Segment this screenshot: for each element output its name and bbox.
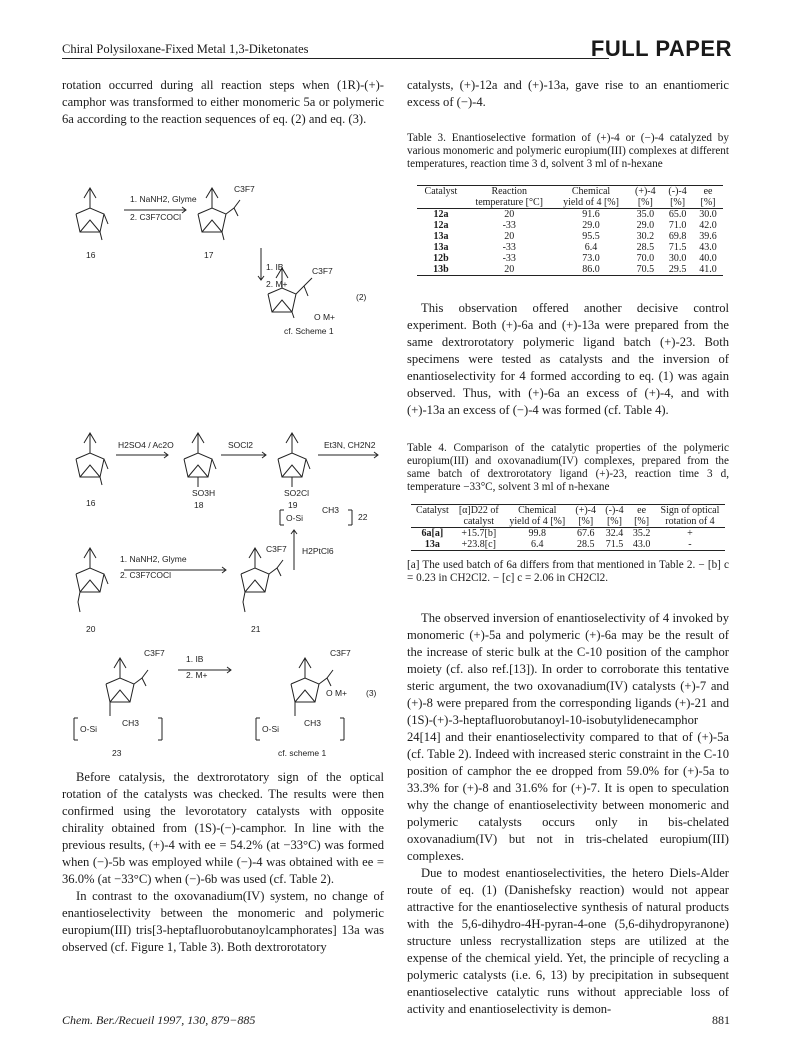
table-row [417, 242, 723, 253]
left-intro [62, 77, 384, 128]
table-cell: 35.2 [632, 528, 651, 539]
table-cell: 12a [433, 209, 449, 220]
table-cell: 99.8 [528, 528, 547, 539]
table-cell: 65.0 [668, 209, 687, 220]
reagent-h2so4: H2SO4 / Ac2O [118, 440, 174, 450]
table-cell: 71.5 [668, 242, 687, 253]
t4-header-2-6: rotation of 4 [655, 516, 725, 528]
so2cl: SO2Cl [284, 488, 310, 498]
table3 [417, 185, 723, 276]
t3-header-1-3: (+)-4 [629, 186, 663, 198]
c3f7-17: C3F7 [234, 184, 255, 194]
table-cell: 13a [411, 539, 454, 551]
om-eq2: O M+ [314, 312, 336, 322]
right-intro [407, 77, 729, 111]
reagent-et3n: Et3N, CH2N2 [324, 440, 376, 450]
c3f7-eq2: C3F7 [312, 266, 333, 276]
label-16: 16 [86, 250, 96, 260]
table-cell: 28.5 [571, 539, 601, 551]
t3-header-2-4: [%] [662, 197, 693, 209]
om-product: O M+ [326, 688, 348, 698]
scheme-svg [56, 170, 386, 760]
table-row [417, 209, 723, 221]
t3-header-2-2: yield of 4 [%] [554, 197, 629, 209]
eq3-number: (3) [366, 688, 377, 698]
camphor-16 [76, 188, 108, 240]
right-paragraph-2: The observed inversion of enantioselectivity of 4 invoked by monomeric (+)-5a and polymeric (+)-6a may be the result of the increase of steric bulk at the C-10 position of the camphor moiety (cf. also ref.[13]). In order to corroborate this tentative steric argument, the two oxovanadium(IV) catalysts (+)-7 and (+)-8 were prepared from the corresponding ligands (+)-21 and (1S)-(+)-3-heptafluorobutanoyl-10-isobutylidenecamphor 24[14] and their enantioselectivity compared to that of (+)-5a (cf. Table 2). Indeed with increased steric constraint in the C-10 position of camphor the ee dropped from 59.0% for (+)-5a to 33.3% for (+)-8 and 31.6% for (+)-7. It is open to speculation why the change of enantioselectivity between monomeric and polymeric catalysts occurs only in bis-chelated oxovanadium(IV) but not in tris-chelated europium(III) complexes. [407, 611, 729, 863]
table-row [417, 253, 723, 264]
table-cell: -33 [502, 242, 516, 253]
t3-header-1-1: Reaction [465, 186, 554, 198]
reagent-m: 2. M+ [266, 279, 288, 289]
table-cell: 70.0 [636, 253, 655, 264]
section-label: FULL PAPER [590, 36, 732, 61]
reagent-1b: 1. NaNH2, Glyme [120, 554, 187, 564]
table-cell: 70.5 [629, 264, 663, 276]
reagent-m2: 2. M+ [186, 670, 208, 680]
right-body-1 [407, 300, 729, 419]
t4-header-1-5: ee [628, 505, 655, 517]
t4-header-2-4: [%] [601, 516, 629, 528]
table-cell: 39.6 [699, 231, 717, 242]
table3-header-row-2 [417, 197, 723, 209]
table-row [417, 220, 723, 231]
journal-citation: Chem. Ber./Recueil 1997, 130, 879−885 [62, 1013, 256, 1027]
si-product: O-Si [262, 724, 279, 734]
table-cell: 20 [465, 264, 554, 276]
t3-header-1-5: ee [693, 186, 723, 198]
table-cell: 13a [433, 242, 449, 253]
t4-header-2-3: [%] [571, 516, 601, 528]
h2ptcl6: H2PtCl6 [302, 546, 334, 556]
camphor-23 [106, 658, 148, 716]
t4-header-2-0 [411, 516, 454, 528]
table-cell: 12a [433, 220, 449, 231]
table-cell: 35.0 [636, 209, 655, 220]
t3-header-1-2: Chemical [554, 186, 629, 198]
t4-header-1-6: Sign of optical [655, 505, 725, 517]
table-cell: +15.7[b] [461, 528, 497, 539]
table-cell: 29.5 [662, 264, 693, 276]
table-row [417, 264, 723, 276]
table-cell: +23.8[c] [454, 539, 504, 551]
table-cell: -33 [502, 253, 516, 264]
polymer-product [291, 658, 333, 716]
table-cell: 28.5 [636, 242, 655, 253]
t4-header-2-2: yield of 4 [%] [504, 516, 571, 528]
ch3-22: CH3 [322, 505, 340, 515]
camphor-21 [241, 548, 283, 612]
reagent-2b: 2. C3F7COCl [120, 570, 172, 580]
table-row [411, 539, 725, 551]
table-cell: 32.4 [605, 528, 624, 539]
cf-scheme-2: cf. scheme 1 [278, 748, 327, 758]
header-rule [62, 58, 609, 59]
table-cell: 29.0 [636, 220, 655, 231]
camphor-16b [76, 433, 108, 485]
table-cell: + [687, 528, 693, 539]
table-cell: 41.0 [693, 264, 723, 276]
table-cell: 13b [417, 264, 465, 276]
label-17: 17 [204, 250, 214, 260]
label-23: 23 [112, 748, 122, 758]
si-chain: O-Si [286, 513, 303, 523]
c3f7-21: C3F7 [266, 544, 287, 554]
t4-header-1-1: [α]D22 of [454, 505, 504, 517]
right-paragraph-3: Due to modest enantioselectivities, the hetero Diels-Alder route of eq. (1) (Danishefsky reaction) would not appear attractive for the enantioselective synthesis of natural products with the 5,6-dihydro-4H-pyran-4-one (5,6-dihydropyranone) structure unless recrystallization steps are utilized at the expense of the chemical yield. Yet, the principle of recycling a polymeric catalysts (i.e. 6, 13) by precipitation in subsequent enantioselective catalytic runs without appreciable loss of activity and enantioselectivity is demon- [407, 866, 729, 1016]
table-cell: - [655, 539, 725, 551]
reagent-ib: 1. IB [266, 262, 284, 272]
camphor-18 [184, 433, 216, 487]
table-cell: 40.0 [699, 253, 717, 264]
t4-header-2-1: catalyst [454, 516, 504, 528]
eq2-number: (2) [356, 292, 367, 302]
right-paragraph-1: This observation offered another decisive control experiment. Both (+)-6a and (+)-13a were prepared from the same dextrorotatory polymeric ligand batch (+)-23. Both specimens were tested as catalysts and the inversion of enantioselectivity for 4 formed according to eq. (1) was again observed. Thus, with (+)-6a an excess of (+)-4, and with (+)-13a an excess of (−)-4 was formed (cf. Table 4). [407, 301, 729, 417]
t4-header-2-5: [%] [628, 516, 655, 528]
table4 [411, 504, 725, 551]
c3f7-product: C3F7 [330, 648, 351, 658]
table-cell: 69.8 [668, 231, 687, 242]
page-number: 881 [712, 1013, 730, 1027]
reagent-socl2: SOCl2 [228, 440, 254, 450]
table-cell: 71.5 [601, 539, 629, 551]
table-cell: -33 [502, 220, 516, 231]
table-cell: 42.0 [699, 220, 717, 231]
left-body [62, 769, 384, 956]
t4-header-1-0: Catalyst [411, 505, 454, 517]
label-22: 22 [358, 512, 368, 522]
table-cell: 91.6 [582, 209, 600, 220]
left-paragraph-2: In contrast to the oxovanadium(IV) system, no change of enantioselectivity between the monomeric and polymeric europium(III) tris[3-heptafluorobutanoylcamphorates] 13a was observed (cf. Figure 1, Table 3). Both dextrorotatory [62, 889, 384, 954]
table-cell: 43.0 [699, 242, 717, 253]
table4-block [407, 442, 729, 585]
right-intro-text: catalysts, (+)-12a and (+)-13a, gave rise to an enantiomeric excess of (−)-4. [407, 78, 729, 109]
t3-header-2-5: [%] [693, 197, 723, 209]
table3-caption: Table 3. Enantioselective formation of (+)-4 or (−)-4 catalyzed by various monomeric and polymeric europium(III) complexes at different temperatures, reaction time 3 d, solvent 3 ml of n-hexane [407, 132, 729, 170]
table3-body [417, 209, 723, 276]
t3-header-2-3: [%] [629, 197, 663, 209]
table-cell: 30.0 [668, 253, 687, 264]
label-21: 21 [251, 624, 261, 634]
running-title: Chiral Polysiloxane-Fixed Metal 1,3-Diketonates [62, 42, 309, 56]
ch3-23: CH3 [122, 718, 140, 728]
t4-header-1-3: (+)-4 [571, 505, 601, 517]
camphor-20 [76, 548, 108, 612]
label-20: 20 [86, 624, 96, 634]
si-23: O-Si [80, 724, 97, 734]
table4-header-row-2 [411, 516, 725, 528]
reagent-2: 2. C3F7COCl [130, 212, 182, 222]
c3f7-23: C3F7 [144, 648, 165, 658]
table-row [411, 528, 725, 540]
ch3-product: CH3 [304, 718, 322, 728]
table4-notes: [a] The used batch of 6a differs from that mentioned in Table 2. − [b] c = 0.23 in CH2Cl2. − [c] c = 2.06 in CH2Cl2. [407, 559, 729, 584]
table-cell: 73.0 [582, 253, 600, 264]
table-cell: 6a[a] [421, 528, 444, 539]
table-cell: 30.2 [636, 231, 655, 242]
table-cell: 30.0 [699, 209, 717, 220]
table3-header-row-1 [417, 186, 723, 198]
table-cell: 71.0 [668, 220, 687, 231]
enolate-product [268, 268, 312, 318]
table3-block [407, 132, 729, 276]
table-cell: 6.4 [584, 242, 598, 253]
camphor-17 [198, 188, 240, 240]
table-row [417, 231, 723, 242]
right-body-2 [407, 610, 729, 1018]
t3-header-1-4: (-)-4 [662, 186, 693, 198]
reagent-1: 1. NaNH2, Glyme [130, 194, 197, 204]
t4-header-1-4: (-)-4 [601, 505, 629, 517]
table4-body [411, 528, 725, 551]
table-cell: 95.5 [582, 231, 600, 242]
table-cell: 12b [433, 253, 449, 264]
table4-caption: Table 4. Comparison of the catalytic properties of the polymeric europium(III) and oxovanadium(IV) complexes, prepared from the same batch of dextrorotatory ligand (+)-23, reaction time 3 d, temperature −33°C, solvent 3 ml of n-hexane [407, 442, 729, 493]
table-cell: 29.0 [582, 220, 600, 231]
left-paragraph-1: Before catalysis, the dextrorotatory sign of the optical rotation of the catalysts was checked. The results were then confirmed using the levorotatory catalysts with opposite chirality obtained from (1S)-(−)-camphor. In line with the previous results, (+)-4 with ee = 54.2% (at −33°C) was formed when (−)-5b was employed while (−)-4 was obtained with ee = 36.0% (at −33°C) when (−)-6b was used (cf. Table 2). [62, 770, 384, 886]
table-cell: 20 [504, 231, 515, 242]
reaction-scheme [56, 170, 386, 760]
t4-header-1-2: Chemical [504, 505, 571, 517]
reagent-ib2: 1. IB [186, 654, 204, 664]
t3-header-2-0 [417, 197, 465, 209]
table-cell: 13a [433, 231, 449, 242]
table4-header-row-1 [411, 505, 725, 517]
t3-header-2-1: temperature [°C] [465, 197, 554, 209]
label-18: 18 [194, 500, 204, 510]
table-cell: 43.0 [628, 539, 655, 551]
label-19: 19 [288, 500, 298, 510]
table-cell: 6.4 [504, 539, 571, 551]
table-cell: 67.6 [576, 528, 595, 539]
so3h: SO3H [192, 488, 216, 498]
table-cell: 20 [504, 209, 515, 220]
label-16b: 16 [86, 498, 96, 508]
cf-scheme: cf. Scheme 1 [284, 326, 334, 336]
left-intro-text: rotation occurred during all reaction steps when (1R)-(+)-camphor was transformed to either monomeric 5a or polymeric 6a according to the reaction sequences of eq. (2) and eq. (3). [62, 78, 384, 126]
camphor-19 [278, 433, 310, 487]
table-cell: 86.0 [554, 264, 629, 276]
t3-header-1-0: Catalyst [417, 186, 465, 198]
